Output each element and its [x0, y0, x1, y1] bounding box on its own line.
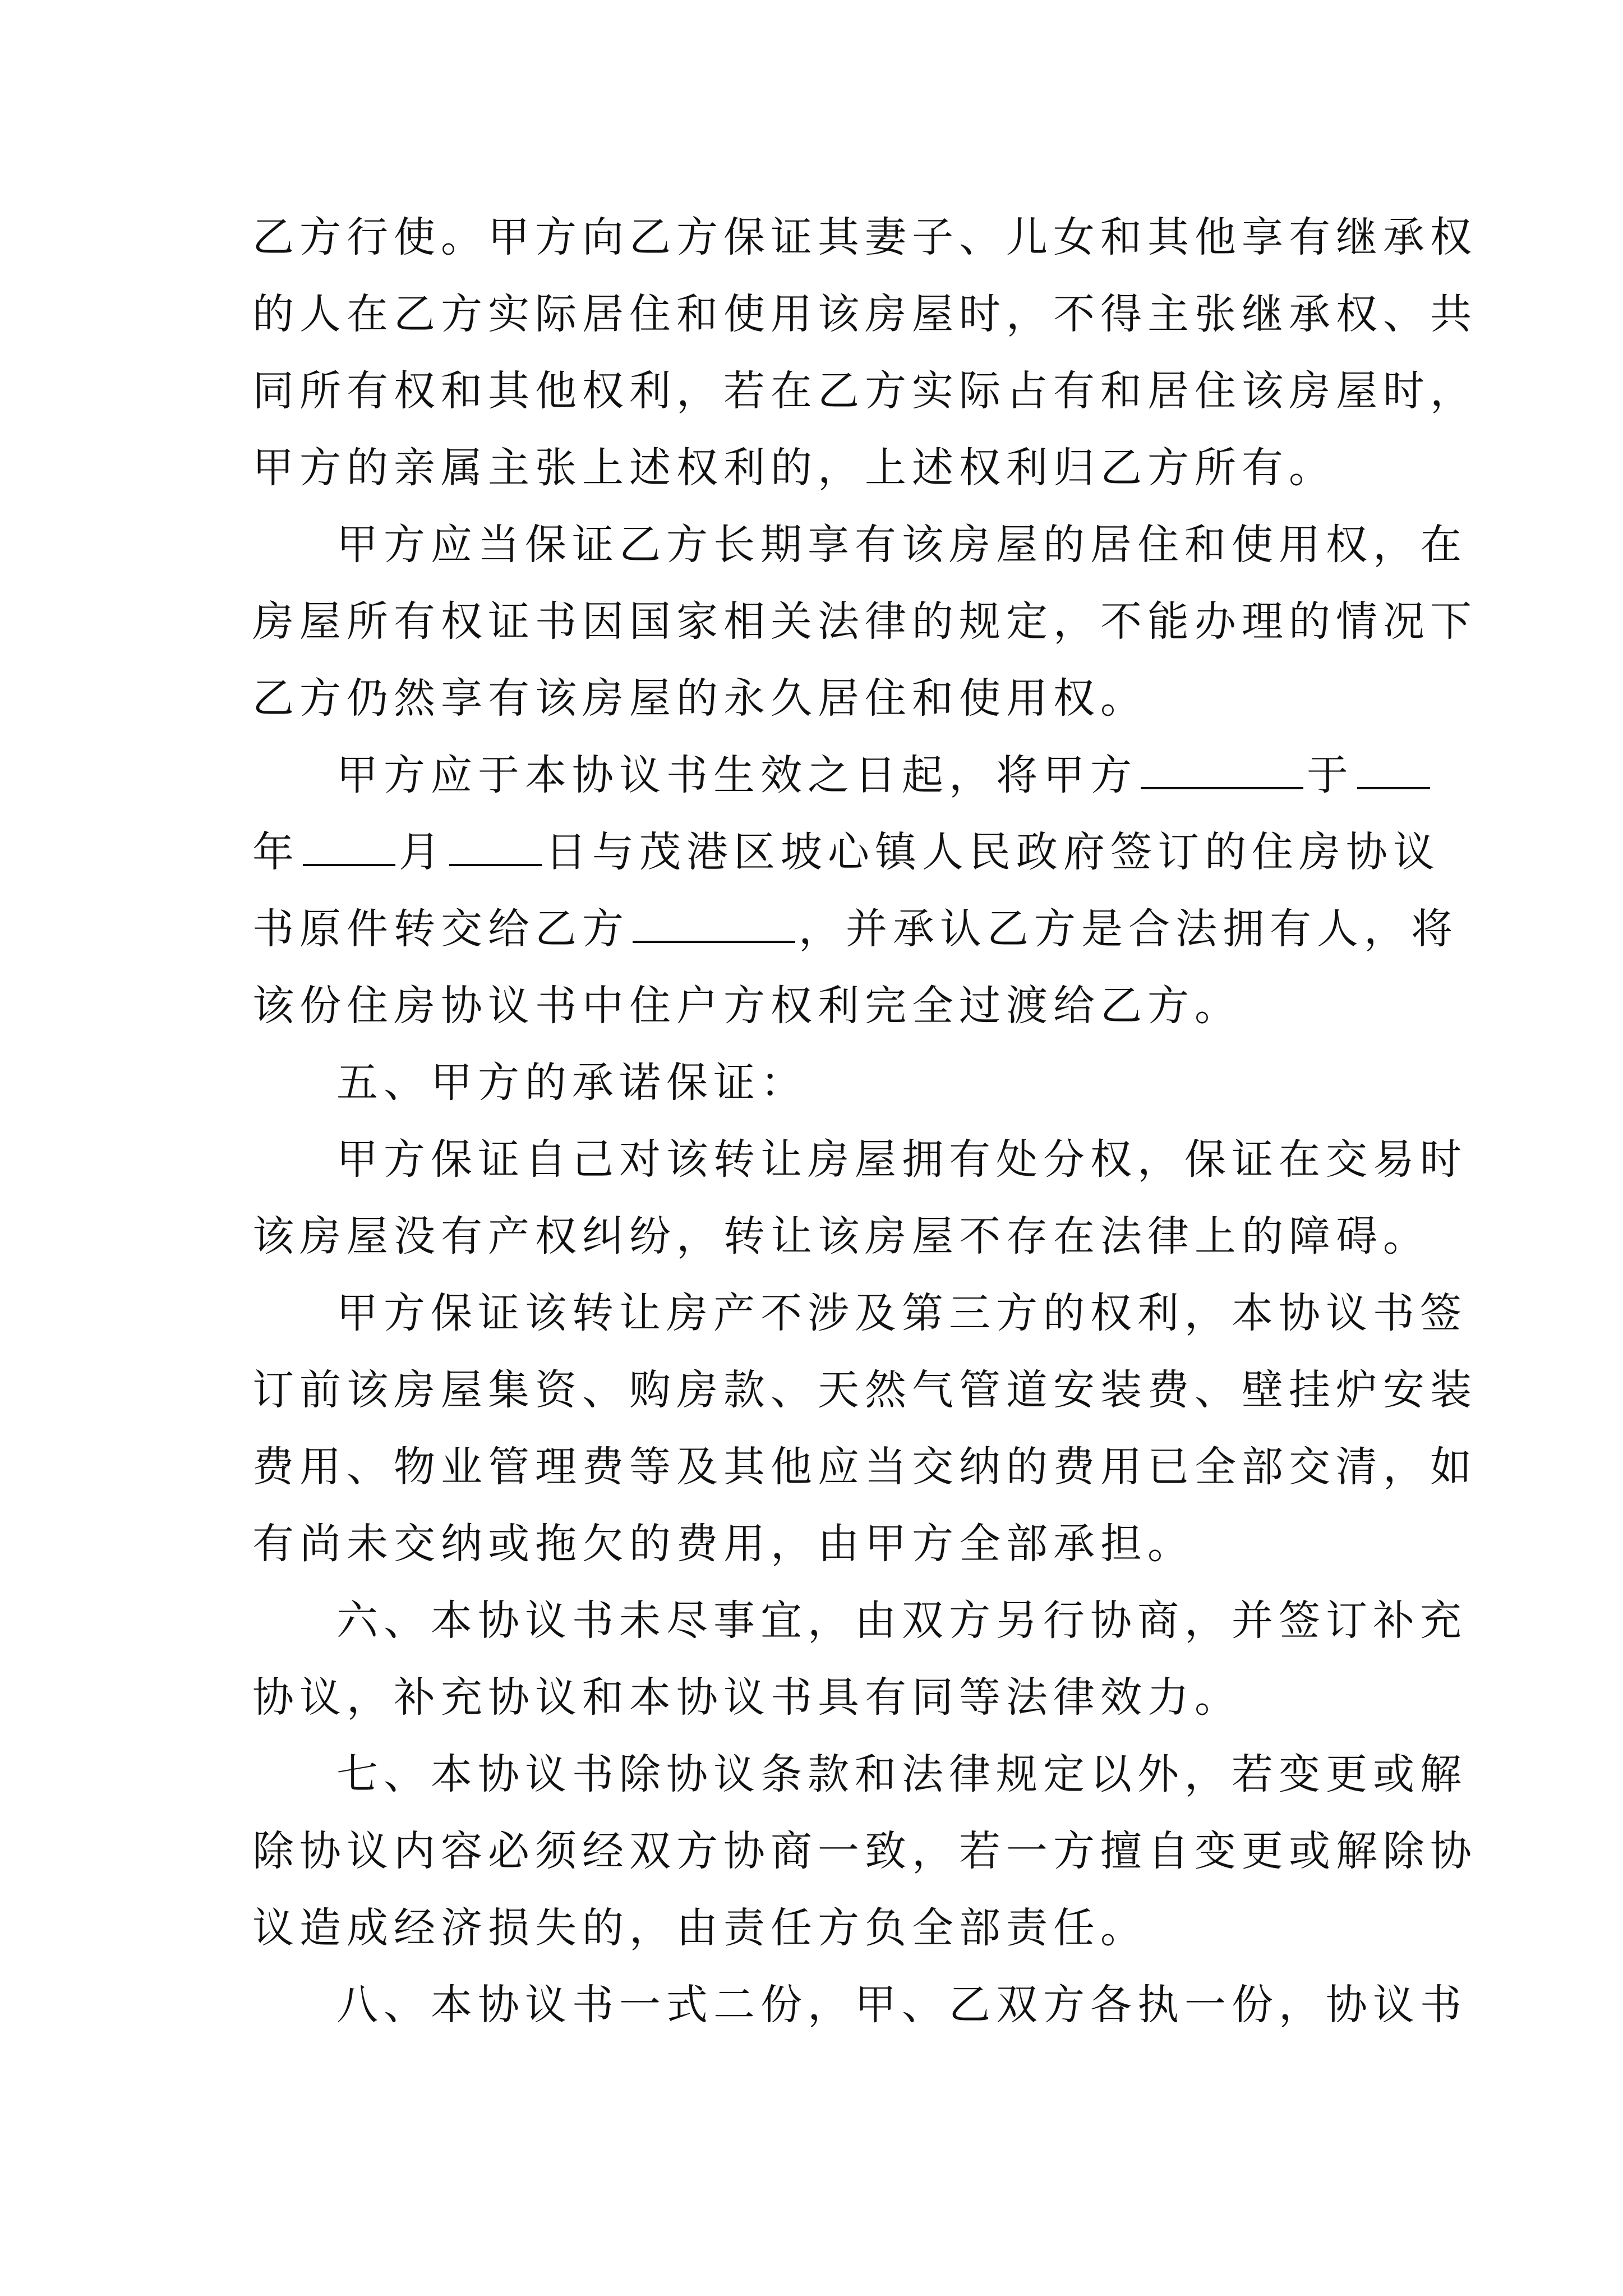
text-line: 除协议内容必须经双方协商一致，若一方擅自变更或解除协	[252, 1827, 1477, 1875]
line-segment: 于	[1307, 751, 1354, 799]
text-line-with-blanks	[252, 891, 1458, 968]
fill-in-blank-month[interactable]	[303, 820, 395, 866]
line-segment: 年	[252, 828, 299, 876]
section-heading: 五、甲方的承诺保证：	[336, 1059, 808, 1107]
text-line: 订前该房屋集资、购房款、天然气管道安装费、壁挂炉安装	[252, 1366, 1477, 1414]
text-line: 协议，补充协议和本协议书具有同等法律效力。	[252, 1673, 1242, 1722]
text-line: 费用、物业管理费等及其他应当交纳的费用已全部交清，如	[252, 1443, 1477, 1491]
text-line-with-blanks	[252, 737, 1385, 814]
text-line: 乙方仍然享有该房屋的永久居住和使用权。	[252, 674, 1147, 723]
text-line: 该房屋没有产权纠纷，转让该房屋不存在法律上的障碍。	[252, 1212, 1430, 1260]
text-line: 乙方行使。甲方向乙方保证其妻子、儿女和其他享有继承权	[252, 213, 1477, 261]
line-segment: ，并承认乙方是合法拥有人，将	[799, 905, 1458, 953]
text-line: 房屋所有权证书因国家相关法律的规定，不能办理的情况下	[252, 597, 1477, 646]
text-line: 甲方的亲属主张上述权利的，上述权利归乙方所有。	[252, 444, 1336, 492]
text-line: 甲方保证自己对该转让房屋拥有处分权，保证在交易时	[336, 1135, 1467, 1184]
text-line: 的人在乙方实际居住和使用该房屋时，不得主张继承权、共	[252, 290, 1477, 338]
text-line: 该份住房协议书中住户方权利完全过渡给乙方。	[252, 982, 1242, 1030]
fill-in-blank-party-a-name[interactable]	[1141, 743, 1303, 789]
text-line: 六、本协议书未尽事宜，由双方另行协商，并签订补充	[336, 1596, 1467, 1645]
text-line: 七、本协议书除协议条款和法律规定以外，若变更或解	[336, 1750, 1467, 1798]
fill-in-blank-day[interactable]	[449, 820, 542, 866]
line-segment: 月	[399, 828, 446, 876]
fill-in-blank-party-b-name[interactable]	[633, 897, 795, 943]
text-line: 八、本协议书一式二份，甲、乙双方各执一份，协议书	[336, 1981, 1467, 2029]
text-line: 甲方保证该转让房产不涉及第三方的权利，本协议书签	[336, 1289, 1467, 1337]
agreement-body-text	[252, 199, 1477, 2044]
line-segment: 甲方应于本协议书生效之日起，将甲方	[336, 751, 1137, 799]
fill-in-blank-year[interactable]	[1357, 743, 1430, 789]
text-line: 议造成经济损失的，由责任方负全部责任。	[252, 1904, 1147, 1952]
text-line-with-blanks	[252, 814, 1440, 891]
line-segment: 日与茂港区坡心镇人民政府签订的住房协议	[545, 828, 1440, 876]
text-line: 甲方应当保证乙方长期享有该房屋的居住和使用权，在	[336, 521, 1467, 569]
line-segment: 书原件转交给乙方	[252, 905, 629, 953]
text-line: 同所有权和其他权利，若在乙方实际占有和居住该房屋时，	[252, 367, 1477, 415]
text-line: 有尚未交纳或拖欠的费用，由甲方全部承担。	[252, 1520, 1195, 1568]
